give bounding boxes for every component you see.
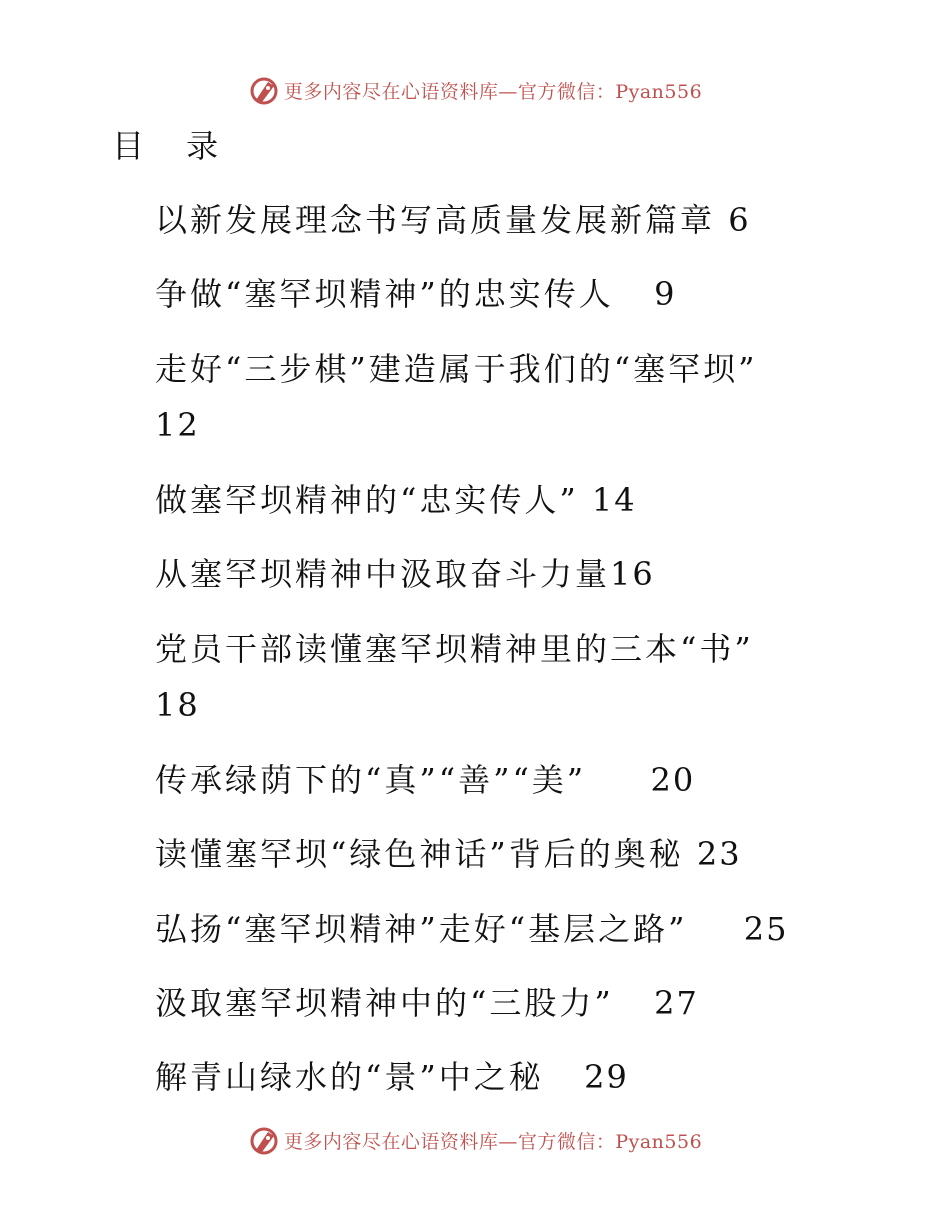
- toc-entry[interactable]: [155, 826, 742, 882]
- toc-entry-title: 做塞罕坝精神的“忠实传人”: [155, 481, 579, 519]
- pen-nib-logo-icon: [248, 1124, 280, 1156]
- toc-entry-page: 25: [743, 910, 789, 948]
- toc-entry[interactable]: [155, 341, 757, 397]
- toc-entry-page-wrapped: [155, 677, 200, 733]
- toc-entry[interactable]: [155, 1049, 629, 1105]
- toc-entry-page: 6: [728, 201, 751, 239]
- toc-entry-page: 23: [696, 835, 742, 873]
- header-banner: [0, 70, 950, 110]
- toc-entry-title: 从塞罕坝精神中汲取奋斗力量: [155, 555, 611, 593]
- toc-title: 目 录: [112, 127, 235, 165]
- toc-entry-title: 弘扬“塞罕坝精神”走好“基层之路”: [155, 910, 688, 948]
- toc-entry[interactable]: [155, 901, 789, 957]
- toc-entry-page: 9: [654, 275, 677, 313]
- toc-entry[interactable]: [155, 192, 751, 248]
- toc-entry-title: 争做“塞罕坝精神”的忠实传人: [155, 275, 614, 313]
- toc-entry-page: 20: [650, 761, 696, 799]
- toc-entry[interactable]: [155, 472, 637, 528]
- banner-text: 更多内容尽在心语资料库—官方微信：Pyan556: [283, 80, 703, 103]
- toc-entry-title: 解青山绿水的“景”中之秘: [155, 1058, 544, 1096]
- toc-entry-title: 读懂塞罕坝“绿色神话”背后的奥秘: [155, 835, 684, 873]
- banner-text: 更多内容尽在心语资料库—官方微信：Pyan556: [283, 1130, 703, 1153]
- toc-entry-page: 29: [584, 1058, 629, 1096]
- toc-entry-page: 16: [610, 555, 655, 593]
- toc-entry-page-wrapped: [155, 397, 200, 453]
- toc-entry-page: 12: [155, 406, 200, 444]
- toc-entry-title: 传承绿荫下的“真”“善”“美”: [155, 761, 587, 799]
- toc-entry-page: 27: [654, 984, 699, 1022]
- toc-entry[interactable]: [155, 266, 676, 322]
- toc-entry[interactable]: [155, 621, 754, 677]
- toc-entry-title: 走好“三步棋”建造属于我们的“塞罕坝”: [155, 350, 758, 388]
- toc-entry-title: 党员干部读懂塞罕坝精神里的三本“书”: [155, 630, 754, 668]
- toc-entry[interactable]: [155, 975, 699, 1031]
- toc-entry[interactable]: [155, 752, 695, 808]
- toc-entry[interactable]: [155, 546, 655, 602]
- toc-entry-page: 18: [155, 686, 200, 724]
- footer-banner: [0, 1120, 950, 1160]
- pen-nib-logo-icon: [248, 74, 280, 106]
- toc-entry-title: 以新发展理念书写高质量发展新篇章: [155, 201, 716, 239]
- toc-entry-title: 汲取塞罕坝精神中的“三股力”: [155, 984, 614, 1022]
- toc-entry-page: 14: [591, 481, 637, 519]
